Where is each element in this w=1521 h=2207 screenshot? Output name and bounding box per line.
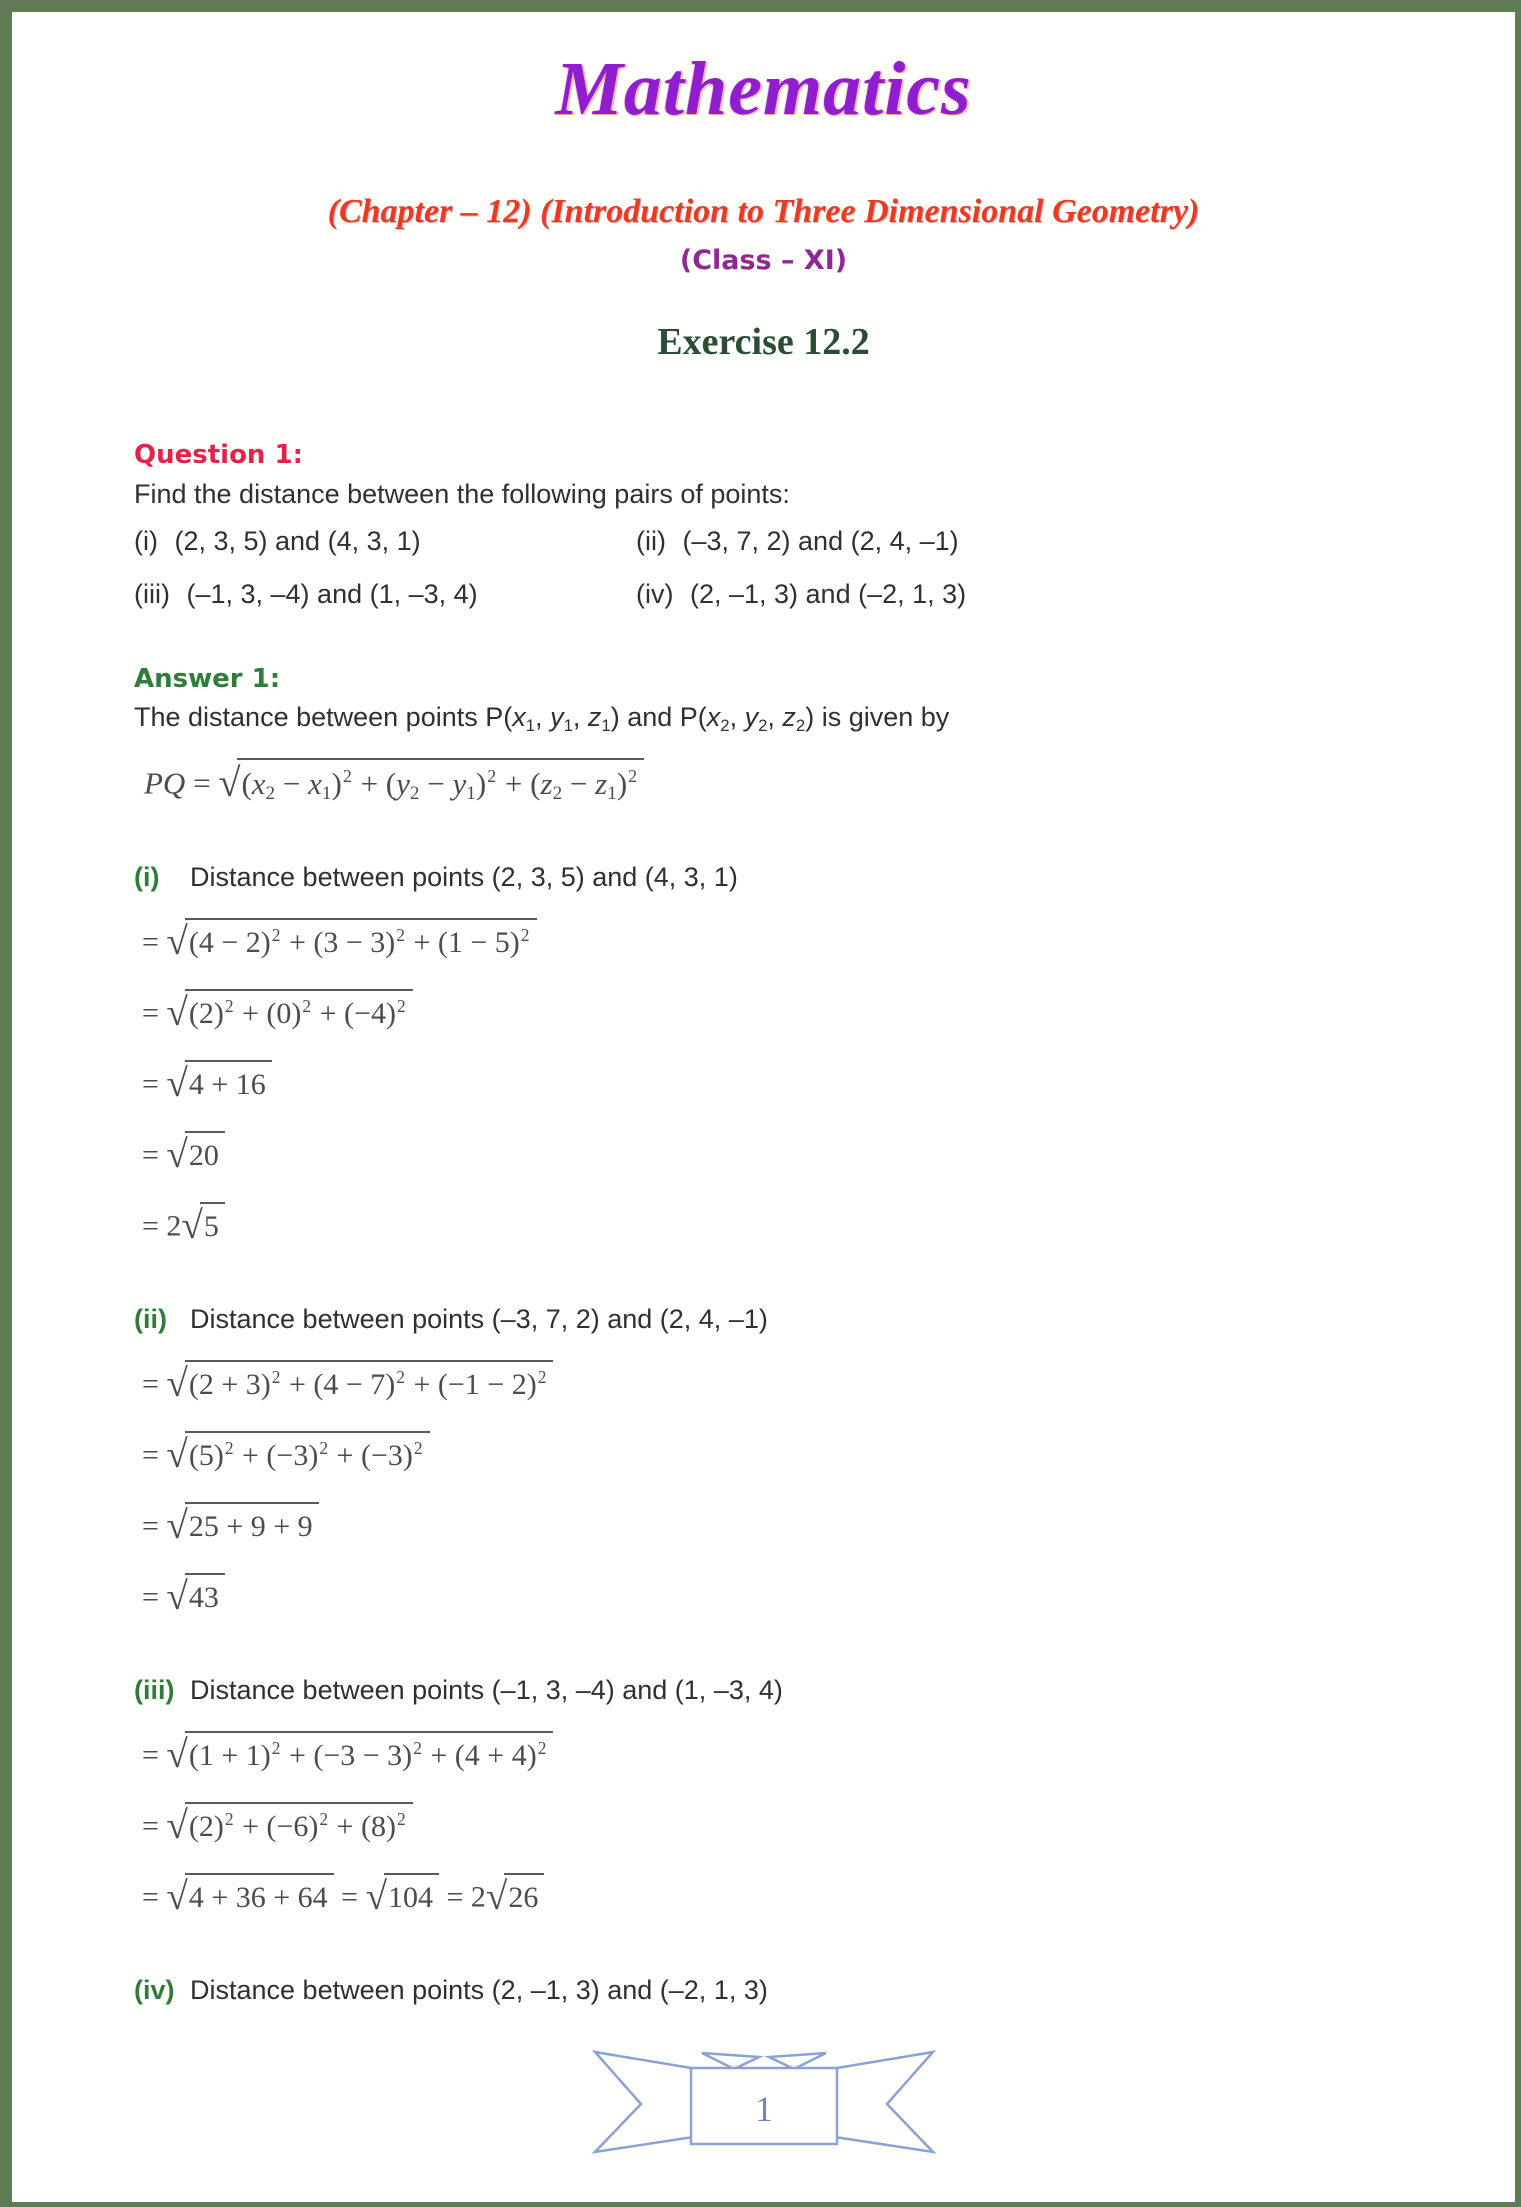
pair-label: (i) — [134, 526, 166, 556]
equation-line: = √25 + 9 + 9 — [142, 1503, 1425, 1548]
chapter-subtitle: (Chapter – 12) (Introduction to Three Dimensional Geometry) — [327, 193, 1200, 230]
pair-text: (–1, 3, –4) and (1, –3, 4) — [186, 579, 478, 609]
equation-line: = $√(2)^2 + (0)^2 + (-4)^2$ — [142, 990, 1425, 1035]
page-number-banner — [579, 2032, 949, 2162]
question-pair — [134, 579, 636, 610]
equation-line: = √43 — [142, 1574, 1425, 1619]
part-heading: Distance between points (–1, 3, –4) and (1, –3, 4) — [190, 1675, 783, 1705]
pair-text: (–3, 7, 2) and (2, 4, –1) — [682, 526, 959, 556]
class-subtitle: (Class – XI) — [679, 245, 848, 276]
solution-part — [134, 1675, 1425, 1919]
question-pair — [636, 579, 1425, 610]
solution-parts — [134, 862, 1425, 2006]
solution-part — [134, 862, 1425, 1248]
solution-part — [134, 1975, 1425, 2006]
part-label: (i) — [134, 862, 160, 892]
pair-text: (2, 3, 5) and (4, 3, 1) — [174, 526, 421, 556]
part-equations — [142, 919, 1425, 1248]
part-label: (iv) — [134, 1975, 175, 2005]
equation-line: = 2√5 — [142, 1203, 1425, 1248]
question-pairs — [134, 526, 1425, 610]
page-content — [12, 440, 1515, 2006]
question-text: Find the distance between the following pairs of points: — [134, 479, 790, 509]
equation-line: = $√(5)^2 + (-3)^2 + (-3)^2$ — [142, 1432, 1425, 1477]
equation-line: = $√(2 + 3)^2 + (4 - 7)^2 + (-1 - 2)^2$ — [142, 1361, 1425, 1406]
part-heading: Distance between points (2, 3, 5) and (4, 3, 1) — [190, 862, 738, 892]
distance-formula: PQ = $√(x_2 - x_1)^2 + (y_2 - y_1)^2 + (z_2 - z_1)^2$ — [144, 759, 1425, 806]
part-label: (ii) — [134, 1304, 167, 1334]
solution-part — [134, 1304, 1425, 1619]
equation-line: = $√(1 + 1)^2 + (-3 - 3)^2 + (4 + 4)^2$ — [142, 1732, 1425, 1777]
equation-line: = √4 + 16 — [142, 1061, 1425, 1106]
pair-text: (2, –1, 3) and (–2, 1, 3) — [689, 579, 967, 609]
question-label: Question 1: — [134, 440, 303, 470]
equation-line: = √4 + 36 + 64 = √104 = 2√26 — [142, 1874, 1425, 1919]
question-pair — [134, 526, 636, 557]
part-heading: Distance between points (2, –1, 3) and (–2, 1, 3) — [190, 1975, 768, 2005]
equation-line: = $√(4 - 2)^2 + (3 - 3)^2 + (1 - 5)^2$ — [142, 919, 1425, 964]
page-number: 1 — [754, 2089, 773, 2129]
part-heading: Distance between points (–3, 7, 2) and (2, 4, –1) — [190, 1304, 768, 1334]
pair-label: (iv) — [636, 579, 681, 609]
answer-intro: The distance between points $P(x_1$, $y_1$, $z_1$) and $P(x_2$, $y_2$, $z_2$) is given by — [134, 702, 950, 735]
part-equations — [142, 1361, 1425, 1619]
question-pair — [636, 526, 1425, 557]
equation-line: = √20 — [142, 1132, 1425, 1177]
equation-line: = $√(2)^2 + (-6)^2 + (8)^2$ — [142, 1803, 1425, 1848]
page-title: Mathematics — [555, 47, 972, 131]
pair-label: (iii) — [134, 579, 178, 609]
answer-label: Answer 1: — [134, 664, 281, 694]
part-equations — [142, 1732, 1425, 1919]
exercise-heading: Exercise 12.2 — [657, 321, 870, 363]
pair-label: (ii) — [636, 526, 674, 556]
part-label: (iii) — [134, 1675, 175, 1705]
